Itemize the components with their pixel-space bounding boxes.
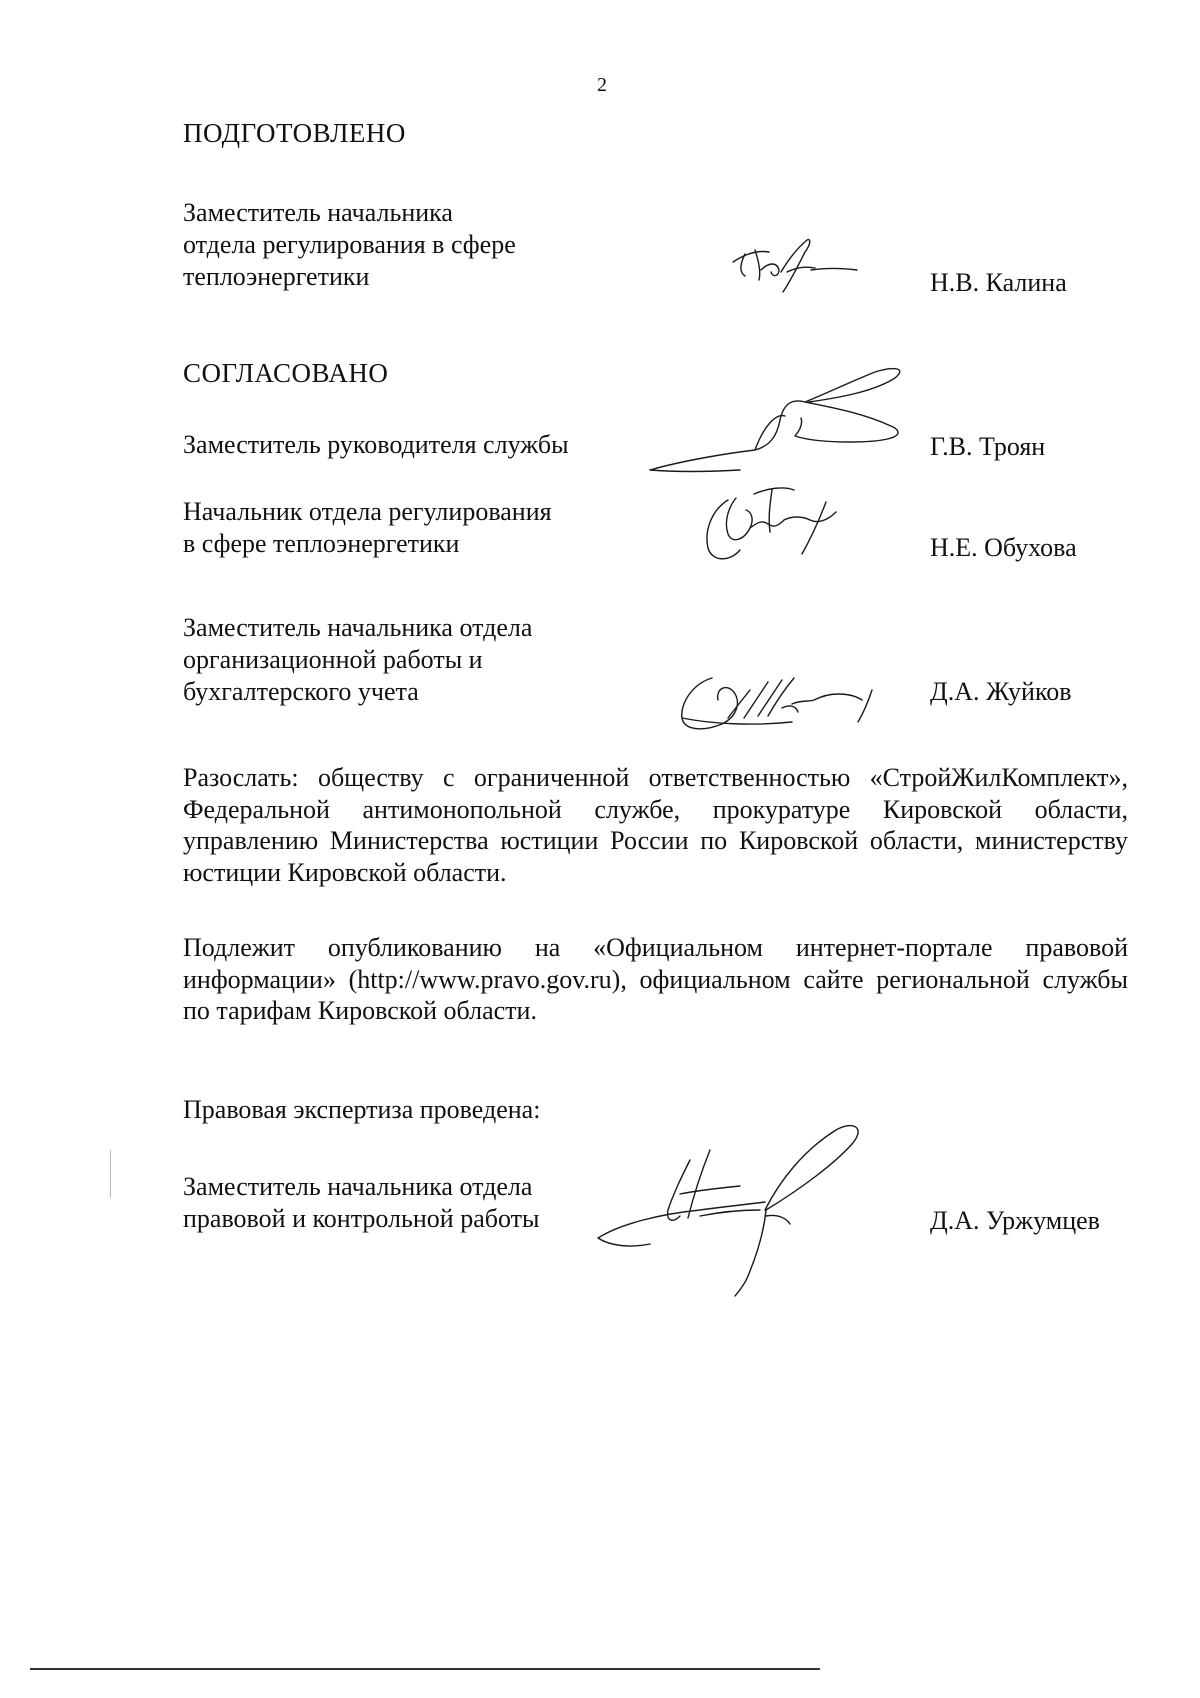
approved-name: Н.Е. Обухова <box>930 533 1077 562</box>
legal-review-position-line: правовой и контрольной работы <box>183 1204 540 1233</box>
approved-position-line: Начальник отдела регулирования <box>183 497 552 526</box>
legal-review-name: Д.А. Уржумцев <box>930 1206 1100 1235</box>
signature-urzhumtsev <box>590 1120 920 1300</box>
publication-paragraph: Подлежит опубликованию на «Официальном интернет-портале правовой информации» (http://www.pravo.gov.ru), официальном сайте региональной службы по тарифам Кировской области. <box>183 933 1128 1025</box>
approved-position-line: бухгалтерского учета <box>183 677 419 706</box>
approved-position-line: организационной работы и <box>183 645 483 674</box>
signature-troyan <box>645 358 915 488</box>
scan-margin-mark <box>110 1150 111 1198</box>
legal-review-heading: Правовая экспертиза проведена: <box>183 1095 541 1124</box>
prepared-heading: ПОДГОТОВЛЕНО <box>183 118 406 148</box>
prepared-position-line: теплоэнергетики <box>183 262 370 291</box>
approved-heading: СОГЛАСОВАНО <box>183 358 389 388</box>
approved-name: Г.В. Троян <box>930 432 1046 461</box>
signature-kalina <box>725 232 865 322</box>
distribution-paragraph: Разослать: обществу с ограниченной ответственностью «СтройЖилКомплект», Федеральной антимонопольной службе, прокуратуре Кировской области, управлению Министерства юстиции России по Кировской области, министерству юстиции Кировской области. <box>183 763 1128 887</box>
approved-position-line: Заместитель руководителя службы <box>183 430 569 459</box>
prepared-name: Н.В. Калина <box>930 268 1067 297</box>
legal-review-position-line: Заместитель начальника отдела <box>183 1172 533 1201</box>
approved-name: Д.А. Жуйков <box>930 677 1072 706</box>
prepared-position-line: отдела регулирования в сфере <box>183 230 516 259</box>
approved-position-line: Заместитель начальника отдела <box>183 613 533 642</box>
page-number: 2 <box>597 74 607 96</box>
signature-obukhova <box>698 478 858 570</box>
signature-zhuykov <box>672 660 922 740</box>
approved-position-line: в сфере теплоэнергетики <box>183 529 460 558</box>
prepared-position-line: Заместитель начальника <box>183 198 453 227</box>
bottom-rule <box>30 1668 820 1670</box>
